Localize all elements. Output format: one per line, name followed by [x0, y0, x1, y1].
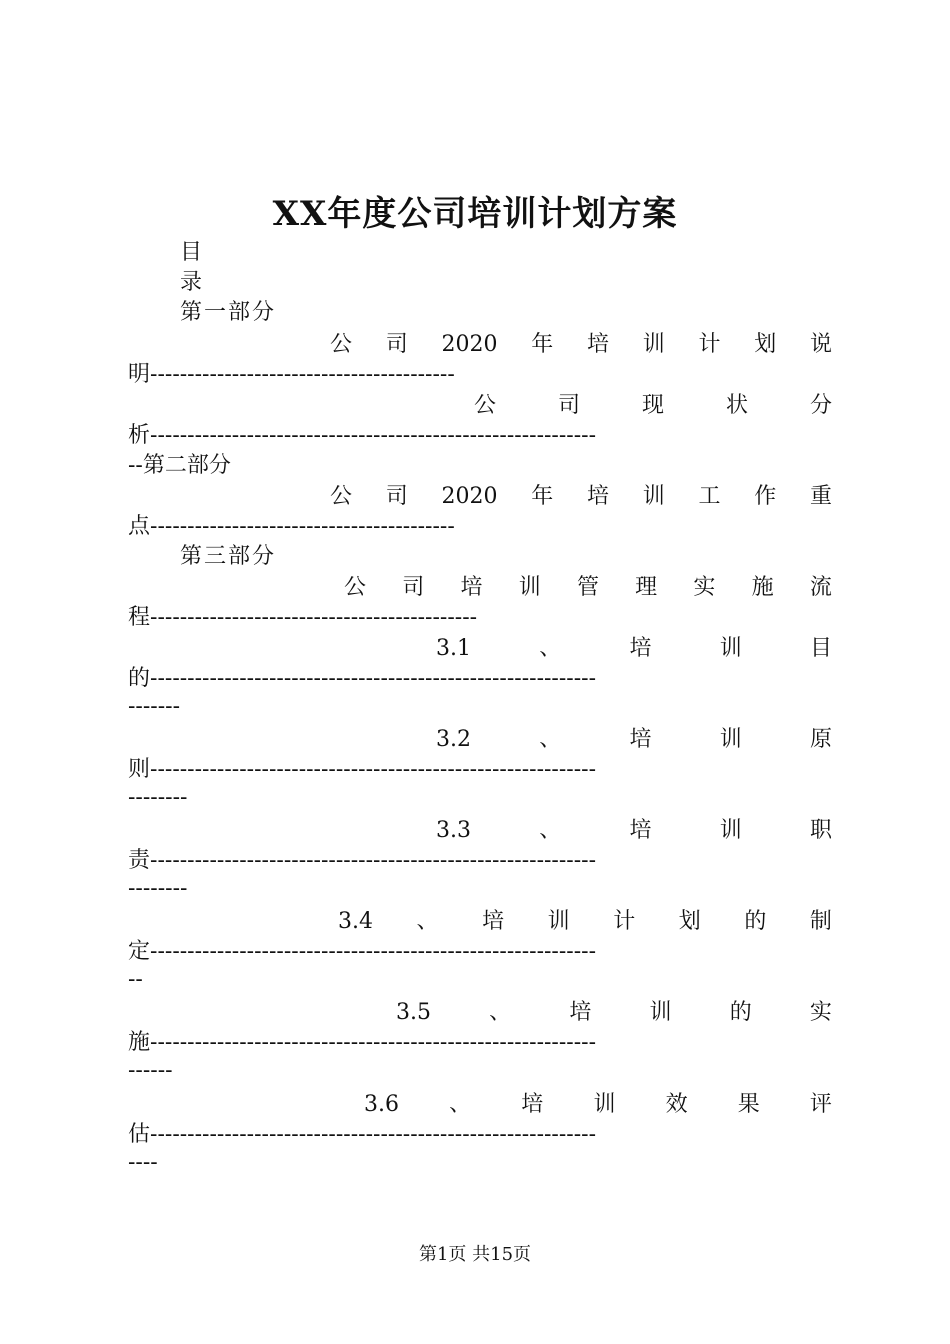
toc-token: 3.4 [338, 909, 373, 934]
toc-token: 重 [809, 484, 832, 509]
toc-part-1: 第一部分 [180, 300, 277, 325]
toc-heading-lu: 录 [180, 270, 205, 295]
toc-entry-3-4-end: 定 [128, 939, 151, 964]
document-title: XX年度公司培训计划方案 [272, 194, 678, 234]
toc-leader-dashes: ------------------------------------------------------------ [150, 423, 597, 448]
toc-token: 训 [642, 484, 665, 509]
toc-token: 的 [744, 909, 767, 934]
toc-token: 司 [402, 575, 425, 600]
toc-leader-dashes: ------------------------------------------------------------ [150, 848, 597, 873]
toc-token: 培 [629, 818, 652, 843]
toc-token: 3.5 [396, 1000, 431, 1025]
toc-leader-dashes: ----------------------------------------- [150, 514, 455, 539]
toc-token: 、 [449, 1092, 472, 1117]
toc-token: 培 [460, 575, 483, 600]
toc-entry-3-1-end: 的 [128, 666, 151, 691]
toc-leader-dashes: ------------------------------------------------------------ [150, 1122, 597, 1147]
toc-token: 、 [539, 818, 562, 843]
toc-token: 的 [729, 1000, 752, 1025]
toc-token: 训 [547, 909, 570, 934]
toc-entry-3-2-end: 则 [128, 757, 151, 782]
toc-entry-3-6-tail: ---- [128, 1150, 158, 1175]
toc-token: 司 [385, 484, 408, 509]
toc-token: 训 [719, 636, 742, 661]
toc-token: 实 [809, 1000, 832, 1025]
toc-entry-3-4[interactable] [338, 907, 832, 937]
toc-token: 3.1 [436, 636, 471, 661]
toc-token: 训 [719, 818, 742, 843]
toc-part-3: 第三部分 [180, 544, 277, 569]
toc-leader-dashes: ------------------------------------------------------------ [150, 1030, 597, 1055]
toc-entry-3-3-leader [128, 846, 832, 876]
toc-token: 年 [531, 332, 554, 357]
page-footer: 第1页 共15页 [418, 1244, 532, 1265]
toc-entry-3-5-end: 施 [128, 1030, 151, 1055]
toc-token: 培 [521, 1092, 544, 1117]
toc-leader-dashes: ----------------------------------------- [150, 362, 455, 387]
toc-leader-dashes: ------------------------------------------------------------ [150, 757, 597, 782]
toc-token: 2020 [441, 484, 498, 509]
toc-token: 培 [569, 1000, 592, 1025]
toc-token: 实 [693, 575, 716, 600]
toc-leader-dashes: ------------------------------------------------------------ [150, 939, 597, 964]
toc-token: 目 [809, 636, 832, 661]
toc-token: 3.2 [436, 727, 471, 752]
toc-token: 状 [725, 393, 748, 418]
toc-token: 公 [330, 484, 353, 509]
toc-token: 理 [635, 575, 658, 600]
toc-token: 训 [593, 1092, 616, 1117]
toc-entry-3-4-leader [128, 937, 832, 967]
toc-entry-3-6-leader [128, 1120, 832, 1150]
toc-entry-3-2[interactable] [436, 725, 832, 755]
toc-token: 、 [539, 727, 562, 752]
toc-token: 、 [416, 909, 439, 934]
toc-token: 公 [330, 332, 353, 357]
toc-token: 划 [678, 909, 701, 934]
toc-entry-3-1[interactable] [436, 634, 832, 664]
toc-token: 培 [629, 727, 652, 752]
toc-token: 作 [754, 484, 777, 509]
toc-token: 培 [586, 332, 609, 357]
toc-heading-mu: 目 [180, 240, 205, 265]
toc-entry-4-end: 程 [128, 605, 151, 630]
toc-entry-3-1-leader [128, 664, 832, 694]
toc-token: 果 [737, 1092, 760, 1117]
toc-entry-2-leader [128, 421, 832, 451]
toc-token: 、 [539, 636, 562, 661]
toc-entry-2[interactable] [474, 391, 832, 421]
toc-entry-3-1-tail: ------- [128, 694, 181, 719]
toc-entry-3-5[interactable] [396, 998, 832, 1028]
toc-entry-3-5-leader [128, 1028, 832, 1058]
toc-token: 司 [557, 393, 580, 418]
toc-token: 培 [586, 484, 609, 509]
toc-token: 划 [754, 332, 777, 357]
toc-entry-3-3-end: 责 [128, 848, 151, 873]
toc-entry-4-leader [128, 603, 832, 633]
toc-token: 工 [698, 484, 721, 509]
toc-token: 说 [809, 332, 832, 357]
toc-entry-3-end: 点 [128, 514, 151, 539]
toc-token: 3.3 [436, 818, 471, 843]
toc-entry-3-2-leader [128, 755, 832, 785]
toc-token: 现 [641, 393, 664, 418]
toc-token: 职 [809, 818, 832, 843]
toc-part-2: --第二部分 [128, 453, 231, 478]
toc-token: 训 [642, 332, 665, 357]
toc-token: 培 [482, 909, 505, 934]
toc-token: 训 [719, 727, 742, 752]
toc-entry-3-6-end: 估 [128, 1122, 151, 1147]
toc-token: 评 [809, 1092, 832, 1117]
toc-entry-1-end: 明 [128, 362, 151, 387]
toc-entry-3[interactable] [330, 482, 832, 512]
toc-entry-3-5-tail: ------ [128, 1058, 173, 1083]
toc-entry-1-leader [128, 360, 832, 390]
toc-entry-3-4-tail: -- [128, 967, 143, 992]
toc-entry-1[interactable] [330, 330, 832, 360]
toc-entry-3-2-tail: -------- [128, 785, 188, 810]
toc-token: 公 [344, 575, 367, 600]
toc-token: 施 [751, 575, 774, 600]
toc-entry-3-3-tail: -------- [128, 876, 188, 901]
toc-token: 分 [809, 393, 832, 418]
toc-leader-dashes: -------------------------------------------- [150, 605, 478, 630]
toc-entry-3-6[interactable] [364, 1090, 832, 1120]
toc-leader-dashes: ------------------------------------------------------------ [150, 666, 597, 691]
toc-entry-3-3[interactable] [436, 816, 832, 846]
toc-token: 训 [649, 1000, 672, 1025]
toc-entry-4[interactable] [344, 573, 832, 603]
toc-entry-2-end: 析 [128, 423, 151, 448]
toc-token: 年 [531, 484, 554, 509]
toc-token: 训 [518, 575, 541, 600]
toc-token: 效 [665, 1092, 688, 1117]
toc-token: 司 [385, 332, 408, 357]
toc-token: 计 [698, 332, 721, 357]
toc-token: 3.6 [364, 1092, 399, 1117]
toc-token: 2020 [441, 332, 498, 357]
toc-token: 制 [809, 909, 832, 934]
toc-token: 公 [474, 393, 497, 418]
toc-token: 计 [613, 909, 636, 934]
toc-token: 原 [809, 727, 832, 752]
toc-entry-3-leader [128, 512, 832, 542]
toc-token: 流 [809, 575, 832, 600]
toc-token: 、 [489, 1000, 512, 1025]
toc-token: 培 [629, 636, 652, 661]
toc-token: 管 [576, 575, 599, 600]
